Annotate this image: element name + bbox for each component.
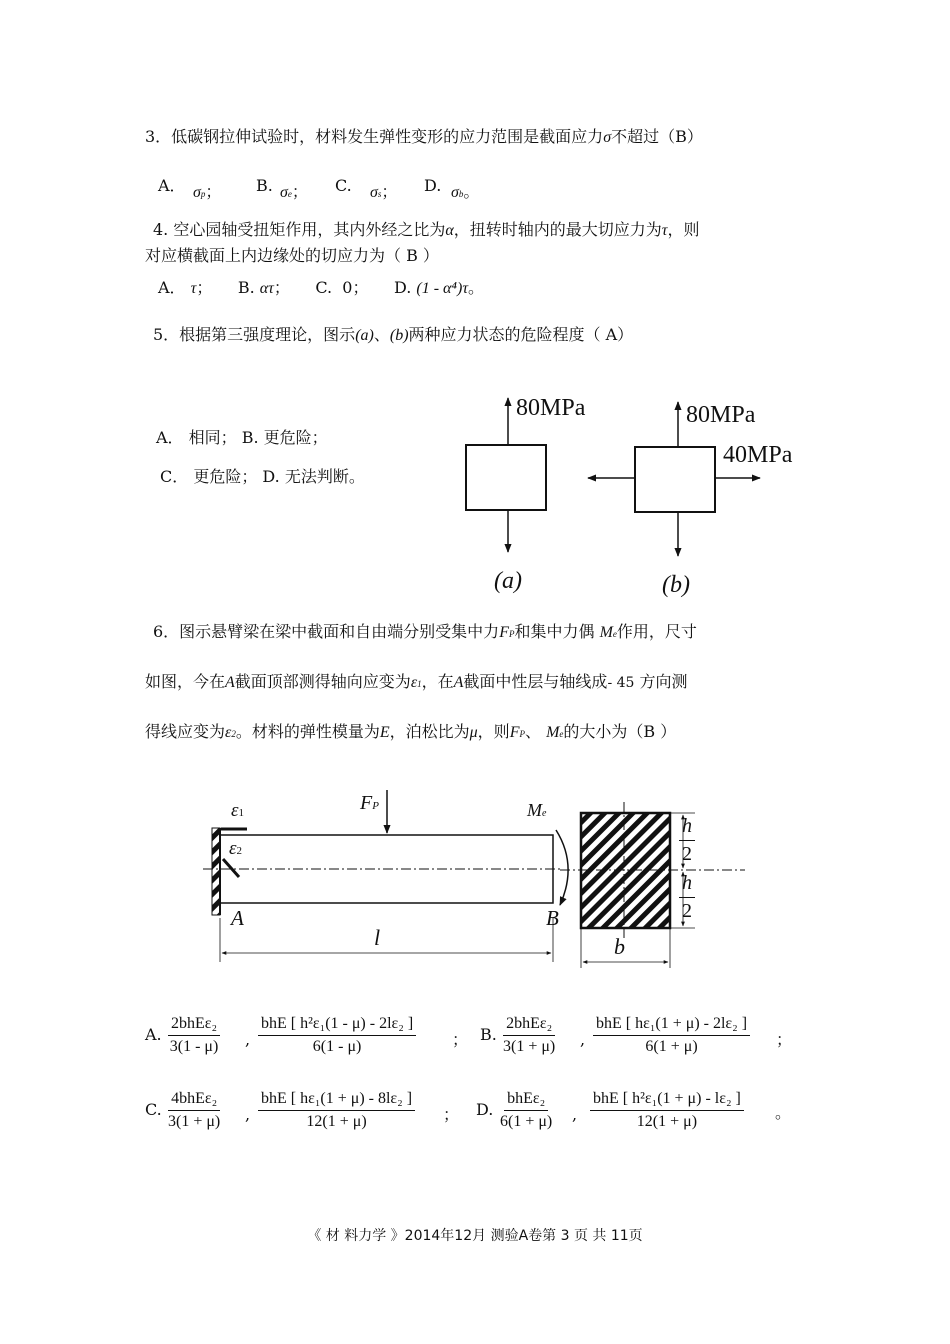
q6-option-c-comma: , [245,1105,251,1124]
q6-option-c-frac1: 4bhEε₂ 3(1 + μ) [168,1090,221,1130]
q3-option-b-value: σe； [280,182,308,201]
q5-options-line2: C． 更危险； D. 无法判断。 [160,467,365,486]
page-footer: 《 材 料力学 》2014年12月 测验A卷第 3 页 共 11页 [307,1228,643,1244]
q5-caption-b: (b) [662,572,690,598]
fig-l-label: l [374,925,381,950]
q3-option-d: D. [424,176,442,195]
q6-option-a-semi: ； [452,1030,469,1049]
fig-fp-label: FP [360,792,379,814]
fig-b-width-label: b [614,934,625,959]
q3-stem: 3．低碳钢拉伸试验时，材料发生弹性变形的应力范围是截面应力σ不超过（B） [145,127,703,146]
q6-option-b-comma: , [580,1030,586,1049]
q6-option-c-label: C. [145,1100,162,1119]
q6-option-a-frac2: bhE [ h²ε₁(1 - μ) - 2lε₂ ] 6(1 - μ) [258,1015,416,1056]
q6-option-d-label: D. [476,1100,494,1119]
q3-option-b: B. [256,176,273,195]
q6-option-c-frac2: bhE [ hε₁(1 + μ) - 8lε₂ ] 12(1 + μ) [258,1090,415,1131]
fig-eps1-label: ε1 [231,800,244,821]
fig-me-label: Me [527,800,547,820]
q6-option-b-semi: ； [776,1030,793,1049]
q5-label-b-40mpa: 40MPa [723,442,793,468]
q3-option-a: A． [158,176,186,195]
q4-stem-line1: 4. 空心园轴受扭矩作用，其内外经之比为α，扭转时轴内的最大切应力为τ，则 [153,220,700,239]
q6-stem-line3: 得线应变为ε2。材料的弹性模量为E，泊松比为μ，则FP、 Me的大小为（B ） [145,722,677,741]
q6-option-d-frac1: bhEε₂ 6(1 + μ) [500,1090,553,1130]
fig-h-over-2-top: $\frac{h}{2}$ [679,815,695,866]
q6-option-d-frac2: bhE [ h²ε₁(1 + μ) - lε₂ ] 12(1 + μ) [590,1090,744,1131]
q6-option-a-label: A. [145,1025,162,1044]
q6-option-a-frac1: 2bhEε₂ 3(1 - μ) [169,1015,219,1055]
q6-option-b-frac1: 2bhEε₂ 3(1 + μ) [503,1015,556,1055]
q4-stem-line2: 对应横截面上内边缘处的切应力为（ B ） [145,246,439,265]
q4-options: A． τ； B. ατ； C. 0； D. (1 - α⁴)τ。 [158,278,485,297]
fig-h-over-2-bottom: $\frac{h}{2}$ [679,872,695,923]
q5-caption-a: (a) [494,568,522,594]
q5-stem: 5．根据第三强度理论，图示(a)、(b)两种应力状态的危险程度（ A） [153,325,634,344]
q6-stem-line1: 6．图示悬臂梁在梁中截面和自由端分别受集中力FP和集中力偶 Me作用，尺寸 [153,622,697,641]
fig-b-end-label: B [546,906,559,930]
q3-option-c-value: σs； [370,182,398,201]
q6-option-b-frac2: bhE [ hε₁(1 + μ) - 2lε₂ ] 6(1 + μ) [593,1015,750,1056]
q5-label-b-80mpa: 80MPa [686,402,756,428]
q3-option-a-value: σp； [193,182,222,201]
fig-eps2-label: ε2 [229,838,242,859]
q3-option-d-value: σb。 [451,182,480,201]
q5-label-a-80mpa: 80MPa [516,395,586,421]
q5-options-line1: A． 相同； B. 更危险； [156,428,328,447]
q3-option-c: C. [335,176,352,195]
q6-option-c-semi: ； [443,1105,460,1124]
q6-stem-line2: 如图，今在A截面顶部测得轴向应变为ε1，在A截面中性层与轴线成- 45 方向测 [145,672,688,691]
fig-a-label: A [231,906,244,930]
cross-section-figure [560,802,745,968]
q6-option-d-end: 。 [775,1103,792,1122]
q6-option-a-comma: , [245,1030,251,1049]
q6-option-d-comma: , [572,1105,578,1124]
cantilever-beam-figure [203,790,568,962]
q6-option-b-label: B. [480,1025,497,1044]
